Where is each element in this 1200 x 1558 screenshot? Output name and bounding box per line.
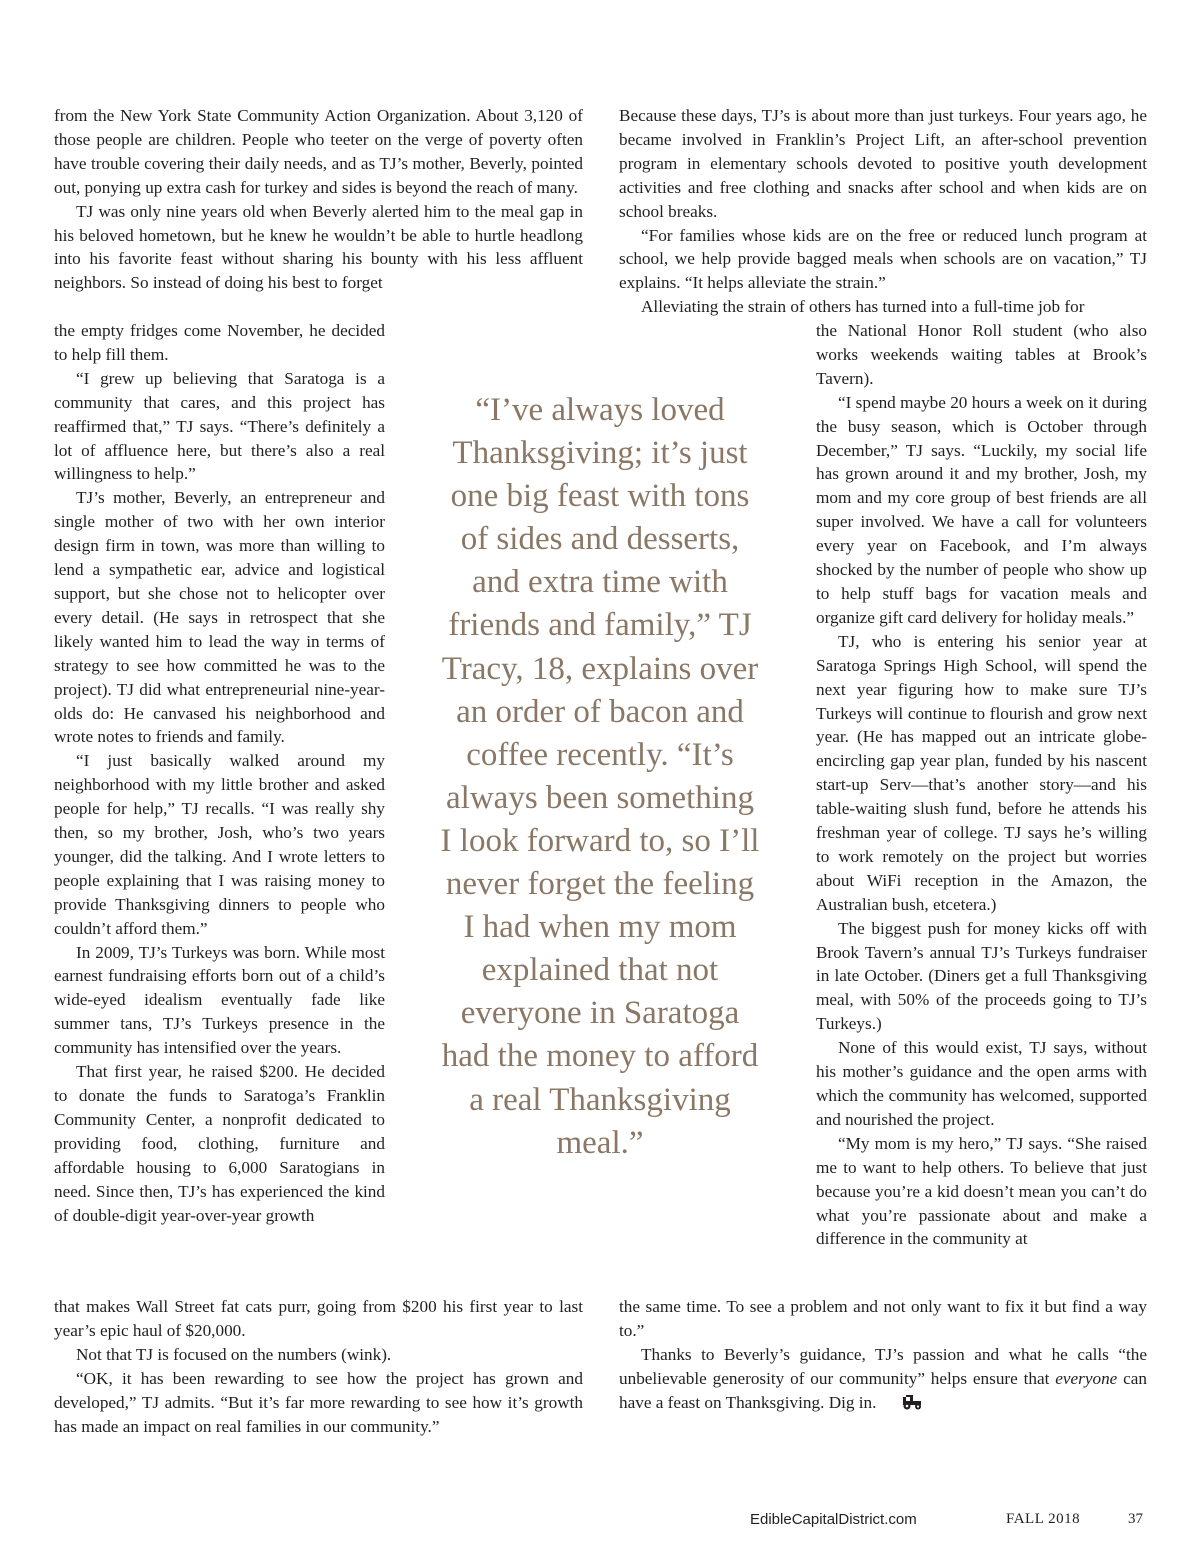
final-text-before: Thanks to Beverly’s guidance, TJ’s passion and what he calls “the unbelievable generosity of our community” helps ensure that [619, 1344, 1147, 1388]
article-paragraph: the empty fridges come November, he decided to help fill them. [54, 321, 385, 364]
emphasis-everyone: everyone [1055, 1368, 1118, 1388]
tractor-icon [879, 1393, 923, 1417]
right-column-bottom [619, 1295, 1147, 1417]
article-paragraph: “I just basically walked around my neighborhood with my little brother and asked people for help,” TJ recalls. “I was really shy then, so my brother, Josh, who’s two years younger, did the talking. And I wrote letters to people explaining that I was raising money to provide Thanksgiving dinners to people who couldn’t afford them.” [54, 751, 385, 938]
final-text-after: can have a feast on Thanksgiving. Dig in. [619, 1368, 1147, 1412]
footer-website[interactable]: EdibleCapitalDistrict.com [750, 1511, 917, 1528]
article-paragraph: from the New York State Community Action Organization. About 3,120 of those people are children. People who teeter on the verge of poverty often have trouble covering their daily needs, and as TJ’s mother, Beverly, pointed out, ponying up extra cash for turkey and sides is beyond the reach of many. [54, 106, 583, 197]
article-paragraph: the same time. To see a problem and not only want to fix it but find a way to.” [619, 1297, 1147, 1340]
left-column-narrow [54, 319, 385, 1227]
footer-issue: FALL 2018 [1006, 1511, 1081, 1527]
left-column-bottom [54, 1295, 583, 1438]
article-paragraph: “I grew up believing that Saratoga is a community that cares, and this project has reaffirmed that,” TJ says. “There’s definitely a lot of affluence here, but there’s also a real willingness to help.” [54, 368, 385, 484]
article-paragraph-final [619, 1343, 1147, 1417]
article-paragraph: “I spend maybe 20 hours a week on it during the busy season, which is October through December,” TJ says. “Luckily, my social life has grown around it and my brother, Josh, my mom and my core group of best friends are all super involved. We have a call for volunteers every year on Facebook, and I’m always shocked by the number of people who show up to help stuff bags for vacation meals and organize gift card delivery for holiday meals.” [816, 392, 1147, 627]
article-paragraph: “For families whose kids are on the free or reduced lunch program at school, we help provide bagged meals when schools are on vacation,” TJ explains. “It helps alleviate the strain.” [619, 225, 1147, 293]
page-number: 37 [1128, 1511, 1143, 1527]
right-column-narrow [816, 319, 1147, 1251]
article-paragraph: Alleviating the strain of others has turned into a full-time job for [641, 297, 1085, 317]
article-paragraph: the National Honor Roll student (who also works weekends waiting tables at Brook’s Tavern). [816, 321, 1147, 388]
article-paragraph: “My mom is my hero,” TJ says. “She raised me to want to help others. To believe that just because you’re a kid doesn’t mean you can’t do what you’re passionate about and make a difference in the community at [816, 1133, 1147, 1249]
article-paragraph: Not that TJ is focused on the numbers (wink). [76, 1344, 392, 1364]
left-column-top [54, 104, 583, 295]
article-paragraph: None of this would exist, TJ says, without his mother’s guidance and the open arms with which the community has welcomed, supported and nourished the project. [816, 1038, 1147, 1129]
article-paragraph: The biggest push for money kicks off with Brook Tavern’s annual TJ’s Turkeys fundraiser in late October. (Diners get a full Thanksgiving meal, with 50% of the proceeds going to TJ’s Turkeys.) [816, 918, 1147, 1034]
article-paragraph: In 2009, TJ’s Turkeys was born. While most earnest fundraising efforts born out of a child’s wide-eyed idealism eventually fade like summer tans, TJ’s Turkeys presence in the community has intensified over the years. [54, 942, 385, 1058]
article-paragraph: TJ was only nine years old when Beverly alerted him to the meal gap in his beloved hometown, but he knew he wouldn’t be able to hurtle headlong into his favorite feast without sharing his bounty with his less affluent neighbors. So instead of doing his best to forget [54, 201, 583, 293]
right-column-top [619, 104, 1147, 319]
article-paragraph: Because these days, TJ’s is about more than just turkeys. Four years ago, he became involved in Franklin’s Project Lift, an after-school prevention program in elementary schools devoted to positive youth development activities and free clothing and snacks after school and when kids are on school breaks. [619, 106, 1147, 221]
article-paragraph: “OK, it has been rewarding to see how the project has grown and developed,” TJ admits. “But it’s far more rewarding to see how it’s growth has made an impact on real families in our community.” [54, 1368, 583, 1436]
article-paragraph: TJ’s mother, Beverly, an entrepreneur and single mother of two with her own interior design firm in town, was more than willing to lend a sympathetic ear, advice and logistical support, but she chose not to helicopter over every detail. (He says in retrospect that she likely wanted him to lead the way in terms of strategy to see how committed he was to the project). TJ did what entrepreneurial nine-year-olds do: He canvased his neighborhood and wrote notes to friends and family. [54, 488, 385, 747]
article-paragraph: that makes Wall Street fat cats purr, going from $200 his first year to last year’s epic haul of $20,000. [54, 1297, 583, 1340]
pull-quote: “I’ve always loved Thanksgiving; it’s just one big feast with tons of sides and desserts, and extra time with friends and family,” TJ Tracy, 18, explains over an order of bacon and coffee recently. “It’s always been something I look forward to, so I’ll never forget the feeling I had when my mom explained that not everyone in Saratoga had the money to afford a real Thanksgiving meal.” [440, 392, 760, 1161]
article-paragraph: TJ, who is entering his senior year at Saratoga Springs High School, will spend the next year figuring how to make sure TJ’s Turkeys will continue to flourish and grow next year. (He has mapped out an intricate globe-encircling gap year plan, funded by his nascent start-up Serv—that’s another story—and his table-waiting slush fund, before he attends his freshman year of college. TJ says he’s willing to work remotely on the project but worries about WiFi reception in the Amazon, the Australian bush, etcetera.) [816, 631, 1147, 914]
article-paragraph: That first year, he raised $200. He decided to donate the funds to Saratoga’s Franklin Community Center, a nonprofit dedicated to providing food, clothing, furniture and affordable housing to 6,000 Saratogians in need. Since then, TJ’s has experienced the kind of double-digit year-over-year growth [54, 1062, 385, 1225]
